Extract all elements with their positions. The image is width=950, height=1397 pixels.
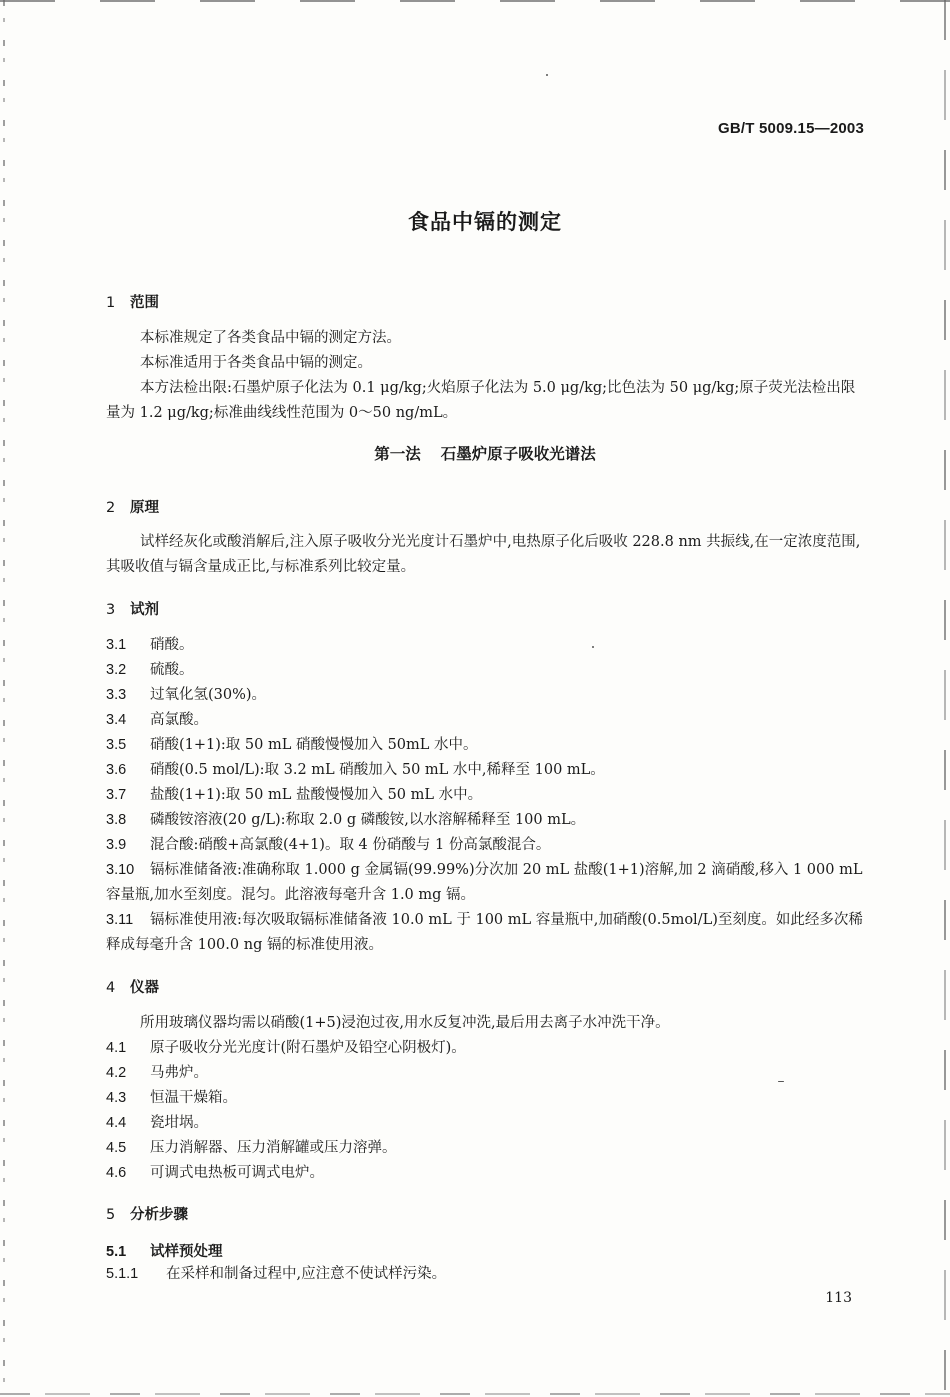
list-item — [106, 658, 866, 683]
subsection-heading — [106, 1240, 223, 1261]
list-item — [106, 783, 866, 808]
item-number: 4.3 — [106, 1090, 127, 1106]
section-number: 1 — [106, 295, 116, 311]
item-number: 5.1.1 — [106, 1266, 139, 1282]
scan-edge-top — [0, 0, 950, 2]
list-item — [106, 708, 866, 733]
item-number: 3.7 — [106, 787, 127, 803]
item-text: 恒温干燥箱。 — [150, 1090, 237, 1106]
item-number: 4.6 — [106, 1165, 127, 1181]
section-title: 试剂 — [130, 602, 159, 618]
section-title: 分析步骤 — [130, 1207, 188, 1223]
section-heading-reagents — [106, 598, 159, 619]
subsection-number: 5.1 — [106, 1244, 127, 1260]
section-heading-scope — [106, 291, 159, 312]
item-number: 3.6 — [106, 762, 127, 778]
standard-code: GB/T 5009.15—2003 — [718, 120, 864, 137]
section-heading-analysis — [106, 1203, 188, 1224]
list-item — [106, 1136, 866, 1161]
item-text: 镉标准储备液:准确称取 1.000 g 金属镉(99.99%)分次加 20 mL 盐酸(1+1)溶解,加 2 滴硝酸,移入 1 000 mL 容量瓶,加水至刻度。混匀。此溶液每毫升含 1.0 mg 镉。 — [106, 862, 863, 903]
section-title: 仪器 — [130, 980, 159, 996]
item-number: 3.8 — [106, 812, 127, 828]
item-number: 3.11 — [106, 912, 134, 928]
section-heading-apparatus — [106, 976, 159, 997]
item-text: 压力消解器、压力消解罐或压力溶弹。 — [150, 1140, 397, 1156]
item-number: 3.1 — [106, 637, 127, 653]
item-number: 3.4 — [106, 712, 127, 728]
list-item — [106, 1036, 866, 1061]
scan-edge-bottom — [0, 1393, 950, 1395]
method-title — [0, 442, 950, 464]
item-text: 瓷坩埚。 — [150, 1115, 208, 1131]
list-item — [106, 1061, 866, 1086]
list-item — [106, 633, 866, 658]
paragraph: 本标准适用于各类食品中镉的测定。 — [140, 355, 372, 371]
page-number: 113 — [825, 1290, 852, 1306]
item-text: 硫酸。 — [150, 662, 194, 678]
section-number: 2 — [106, 500, 116, 516]
list-item — [106, 833, 866, 858]
item-number: 4.4 — [106, 1115, 127, 1131]
item-number: 3.3 — [106, 687, 127, 703]
item-text: 盐酸(1+1):取 50 mL 盐酸慢慢加入 50 mL 水中。 — [150, 787, 483, 803]
section-title: 原理 — [130, 500, 159, 516]
paragraph: 所用玻璃仪器均需以硝酸(1+5)浸泡过夜,用水反复冲洗,最后用去离子水冲洗干净。 — [140, 1015, 670, 1031]
item-text: 在采样和制备过程中,应注意不使试样污染。 — [166, 1266, 447, 1282]
item-text: 原子吸收分光光度计(附石墨炉及铅空心阴极灯)。 — [150, 1040, 466, 1056]
list-item — [106, 683, 866, 708]
item-text: 硝酸(1+1):取 50 mL 硝酸慢慢加入 50mL 水中。 — [150, 737, 478, 753]
section-number: 5 — [106, 1207, 116, 1223]
item-text: 可调式电热板可调式电炉。 — [150, 1165, 324, 1181]
item-number: 4.5 — [106, 1140, 127, 1156]
item-number: 4.1 — [106, 1040, 127, 1056]
section-heading-principle — [106, 496, 159, 517]
paragraph: 本方法检出限:石墨炉原子化法为 0.1 μg/kg;火焰原子化法为 5.0 μg/kg;比色法为 50 μg/kg;原子荧光法检出限量为 1.2 μg/kg;标准曲线线性范围为 0～50 ng/mL。 — [106, 380, 856, 421]
section-number: 4 — [106, 980, 116, 996]
item-text: 过氧化氢(30%)。 — [150, 687, 267, 703]
item-number: 4.2 — [106, 1065, 127, 1081]
item-text: 混合酸:硝酸+高氯酸(4+1)。取 4 份硝酸与 1 份高氯酸混合。 — [150, 837, 551, 853]
subsection-title: 试样预处理 — [150, 1244, 223, 1260]
list-item — [106, 733, 866, 758]
scan-speck — [546, 74, 548, 76]
item-text: 马弗炉。 — [150, 1065, 208, 1081]
list-item — [106, 908, 866, 958]
item-number: 3.2 — [106, 662, 127, 678]
item-text: 高氯酸。 — [150, 712, 208, 728]
item-number: 3.10 — [106, 862, 135, 878]
item-text: 硝酸(0.5 mol/L):取 3.2 mL 硝酸加入 50 mL 水中,稀释至 100 mL。 — [150, 762, 605, 778]
paragraph: 本标准规定了各类食品中镉的测定方法。 — [140, 330, 401, 346]
section-number: 3 — [106, 602, 116, 618]
list-item — [106, 808, 866, 833]
list-item — [106, 1111, 866, 1136]
paragraph: 试样经灰化或酸消解后,注入原子吸收分光光度计石墨炉中,电热原子化后吸收 228.8 nm 共振线,在一定浓度范围,其吸收值与镉含量成正比,与标准系列比较定量。 — [106, 534, 861, 575]
item-number: 3.5 — [106, 737, 127, 753]
method-name: 石墨炉原子吸收光谱法 — [440, 445, 596, 463]
item-text: 硝酸。 — [150, 637, 194, 653]
item-text: 镉标准使用液:每次吸取镉标准储备液 10.0 mL 于 100 mL 容量瓶中,加硝酸(0.5mol/L)至刻度。如此经多次稀释成每毫升含 100.0 ng 镉的标准使用液。 — [106, 912, 863, 953]
list-item — [106, 1086, 866, 1111]
list-item — [106, 758, 866, 783]
document-title: 食品中镉的测定 — [408, 210, 562, 234]
item-text: 磷酸铵溶液(20 g/L):称取 2.0 g 磷酸铵,以水溶解稀释至 100 mL。 — [150, 812, 586, 828]
list-item — [106, 858, 866, 908]
list-item — [106, 1262, 866, 1287]
item-number: 3.9 — [106, 837, 127, 853]
section-title: 范围 — [130, 295, 159, 311]
method-label: 第一法 — [374, 445, 421, 463]
list-item — [106, 1161, 866, 1186]
